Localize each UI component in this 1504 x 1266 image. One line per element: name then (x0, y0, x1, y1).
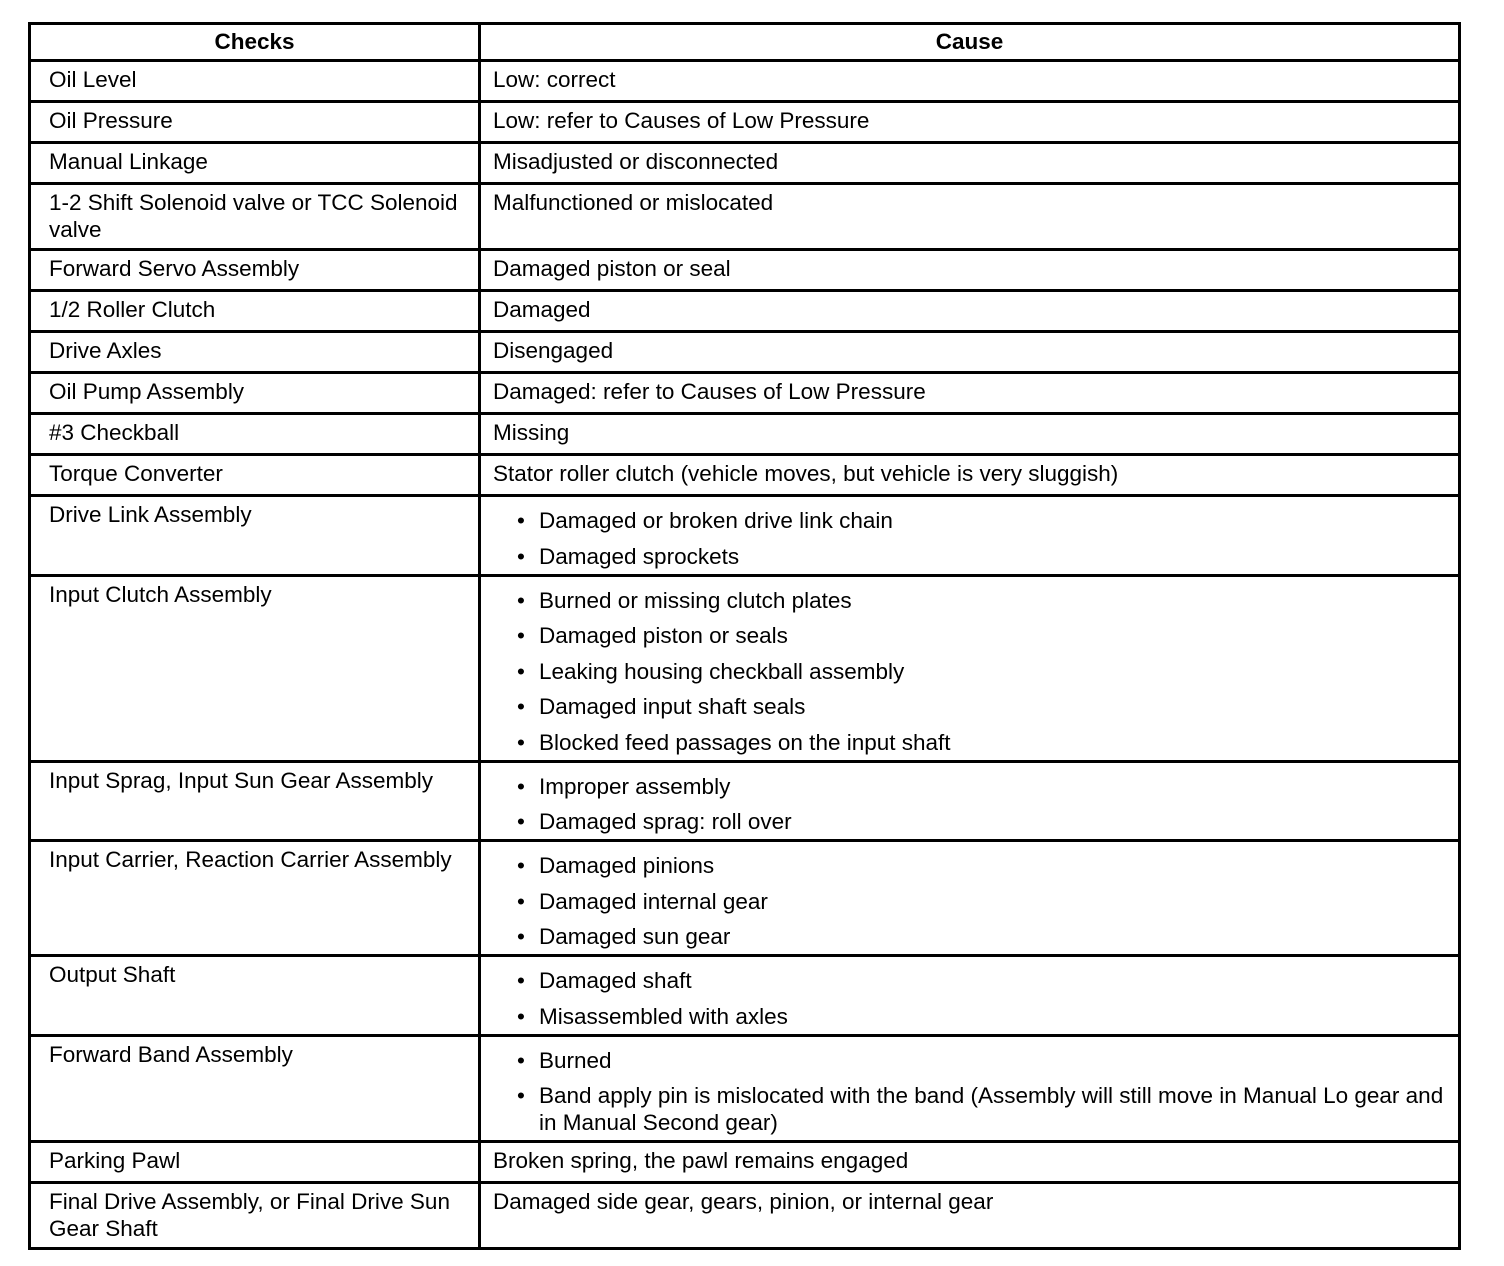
table-row (30, 841, 1460, 956)
table-row (30, 414, 1460, 455)
cause-text: Burned or missing clutch plates (539, 587, 852, 613)
check-cell: Drive Axles (30, 332, 480, 373)
bullet-icon: • (517, 1003, 525, 1029)
bullet-icon: • (517, 623, 525, 648)
cause-cell (480, 841, 1460, 956)
cause-cell: Stator roller clutch (vehicle moves, but vehicle is very sluggish) (480, 455, 1460, 496)
cause-text: Damaged internal gear (539, 888, 768, 914)
checks-column-header: Checks (30, 24, 480, 61)
bullet-icon: • (517, 543, 525, 569)
check-cell: Drive Link Assembly (30, 496, 480, 576)
cause-list-item (493, 888, 1448, 915)
cause-cell: Damaged: refer to Causes of Low Pressure (480, 373, 1460, 414)
cause-cell: Low: correct (480, 61, 1460, 102)
check-cell: Oil Pressure (30, 102, 480, 143)
cause-list-item (493, 923, 1448, 950)
check-cell: Oil Level (30, 61, 480, 102)
check-cell: Torque Converter (30, 455, 480, 496)
table-row (30, 575, 1460, 761)
cause-list (493, 767, 1448, 836)
table-row (30, 1183, 1460, 1249)
bullet-icon: • (517, 924, 525, 949)
cause-cell: Malfunctioned or mislocated (480, 184, 1460, 250)
check-cell: Oil Pump Assembly (30, 373, 480, 414)
cause-list-item (493, 808, 1448, 835)
cause-list-item (493, 693, 1448, 720)
cause-cell (480, 956, 1460, 1036)
cause-list (493, 581, 1448, 756)
table-row (30, 291, 1460, 332)
cause-list (493, 501, 1448, 570)
header-row (30, 24, 1460, 61)
check-cell: Parking Pawl (30, 1142, 480, 1183)
cause-cell (480, 761, 1460, 841)
cause-text: Damaged or broken drive link chain (539, 508, 893, 533)
cause-cell: Low: refer to Causes of Low Pressure (480, 102, 1460, 143)
check-cell: Final Drive Assembly, or Final Drive Sun Gear Shaft (30, 1183, 480, 1249)
cause-list-item (493, 1003, 1448, 1030)
table-row (30, 761, 1460, 841)
bullet-icon: • (517, 809, 525, 834)
cause-text: Damaged sprockets (539, 543, 740, 569)
cause-list-item (493, 1082, 1448, 1136)
cause-cell: Disengaged (480, 332, 1460, 373)
cause-text: Damaged sprag: roll over (539, 809, 792, 834)
bullet-icon: • (517, 773, 525, 799)
bullet-icon: • (517, 658, 525, 684)
cause-cell: Damaged side gear, gears, pinion, or internal gear (480, 1183, 1460, 1249)
check-cell: Forward Servo Assembly (30, 250, 480, 291)
cause-list-item (493, 773, 1448, 800)
table-row (30, 956, 1460, 1036)
cause-text: Improper assembly (539, 773, 731, 799)
cause-cell: Damaged (480, 291, 1460, 332)
table-body (30, 61, 1460, 1249)
cause-text: Blocked feed passages on the input shaft (539, 729, 951, 755)
cause-text: Leaking housing checkball assembly (539, 658, 905, 684)
cause-list (493, 961, 1448, 1030)
bullet-icon: • (517, 694, 525, 719)
table-row (30, 496, 1460, 576)
cause-list-item (493, 622, 1448, 649)
cause-cell (480, 575, 1460, 761)
cause-text: Damaged pinions (539, 853, 715, 878)
table-row (30, 143, 1460, 184)
check-cell: Manual Linkage (30, 143, 480, 184)
bullet-icon: • (517, 853, 525, 878)
table-row (30, 102, 1460, 143)
table-row (30, 61, 1460, 102)
table-row (30, 184, 1460, 250)
cause-text: Damaged piston or seals (539, 623, 788, 648)
cause-text: Misassembled with axles (539, 1003, 788, 1029)
table-row (30, 332, 1460, 373)
check-cell: Forward Band Assembly (30, 1035, 480, 1142)
cause-cell: Broken spring, the pawl remains engaged (480, 1142, 1460, 1183)
bullet-icon: • (517, 1083, 525, 1108)
check-cell: Input Sprag, Input Sun Gear Assembly (30, 761, 480, 841)
cause-list-item (493, 852, 1448, 879)
cause-text: Band apply pin is mislocated with the band (Assembly will still move in Manual Lo gear and in Manual Second gear) (539, 1083, 1444, 1135)
check-cell: 1-2 Shift Solenoid valve or TCC Solenoid valve (30, 184, 480, 250)
cause-cell: Misadjusted or disconnected (480, 143, 1460, 184)
cause-list (493, 1041, 1448, 1137)
diagnosis-table (28, 22, 1461, 1250)
cause-list-item (493, 967, 1448, 994)
bullet-icon: • (517, 729, 525, 755)
cause-list-item (493, 587, 1448, 614)
bullet-icon: • (517, 968, 525, 993)
check-cell: Output Shaft (30, 956, 480, 1036)
check-cell: #3 Checkball (30, 414, 480, 455)
cause-text: Damaged shaft (539, 968, 692, 993)
bullet-icon: • (517, 888, 525, 914)
table-row (30, 1142, 1460, 1183)
bullet-icon: • (517, 1047, 525, 1073)
check-cell: Input Clutch Assembly (30, 575, 480, 761)
cause-list-item (493, 729, 1448, 756)
cause-list-item (493, 1047, 1448, 1074)
table-row (30, 455, 1460, 496)
check-cell: 1/2 Roller Clutch (30, 291, 480, 332)
cause-cell (480, 1035, 1460, 1142)
table-row (30, 1035, 1460, 1142)
cause-list (493, 846, 1448, 950)
table-row (30, 373, 1460, 414)
cause-cell (480, 496, 1460, 576)
bullet-icon: • (517, 587, 525, 613)
cause-column-header: Cause (480, 24, 1460, 61)
cause-list-item (493, 507, 1448, 534)
cause-text: Burned (539, 1047, 612, 1073)
table-row (30, 250, 1460, 291)
check-cell: Input Carrier, Reaction Carrier Assembly (30, 841, 480, 956)
cause-text: Damaged sun gear (539, 924, 731, 949)
cause-cell: Missing (480, 414, 1460, 455)
cause-cell: Damaged piston or seal (480, 250, 1460, 291)
cause-list-item (493, 658, 1448, 685)
cause-list-item (493, 543, 1448, 570)
bullet-icon: • (517, 508, 525, 533)
cause-text: Damaged input shaft seals (539, 694, 806, 719)
